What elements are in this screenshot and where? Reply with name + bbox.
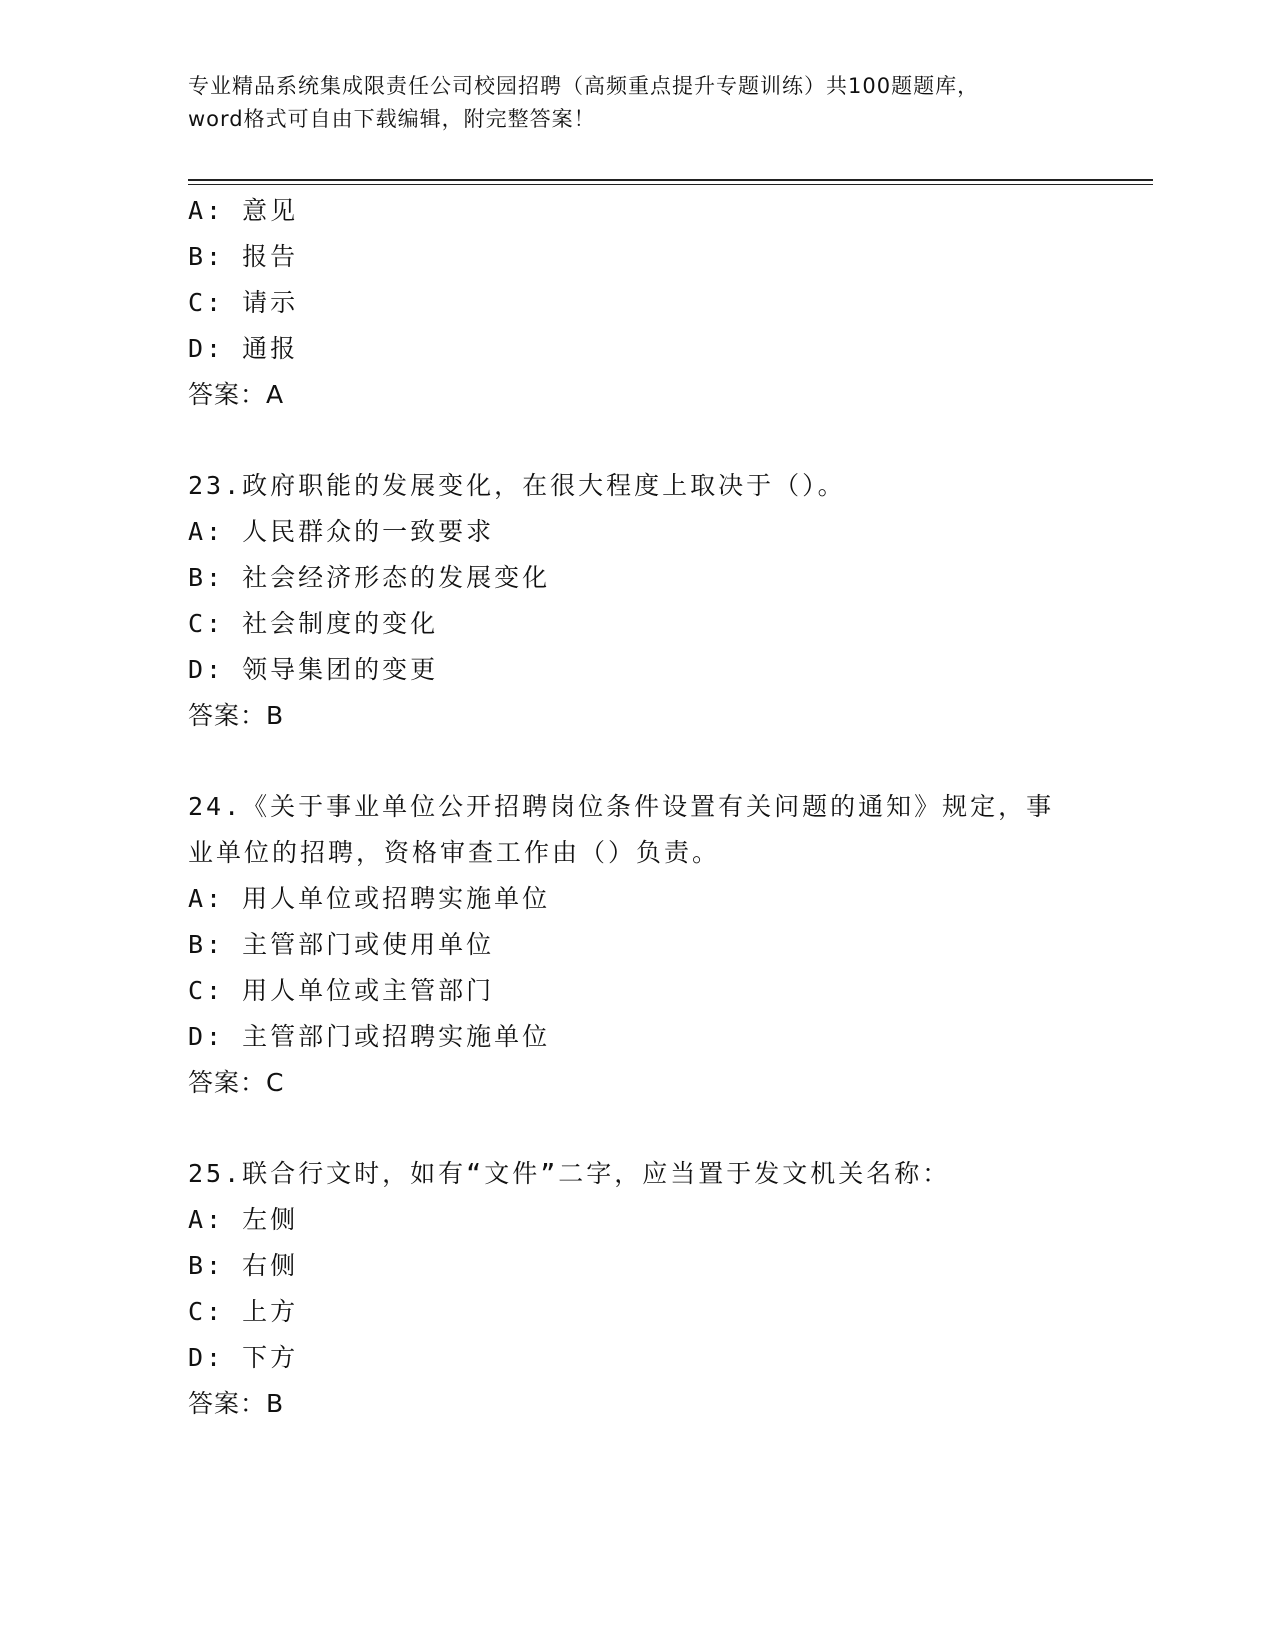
question-block-23 [188, 463, 1108, 739]
question-stem: 25.联合行文时，如有“文件”二字，应当置于发文机关名称： [188, 1159, 951, 1188]
spacer [188, 418, 1108, 463]
answer: 答案：B [188, 1389, 285, 1418]
option-b: B: 主管部门或使用单位 [188, 930, 495, 959]
spacer [188, 1106, 1108, 1151]
option-b: B: 报告 [188, 242, 299, 271]
option-d: D: 领导集团的变更 [188, 655, 439, 684]
question-stem: 23.政府职能的发展变化，在很大程度上取决于（）。 [188, 471, 846, 500]
question-stem-line-1: 24.《关于事业单位公开招聘岗位条件设置有关问题的通知》规定，事 [188, 792, 1055, 821]
option-a: A: 意见 [188, 196, 299, 225]
question-block-24 [188, 784, 1108, 1106]
question-block-22 [188, 188, 1108, 418]
option-a: A: 人民群众的一致要求 [188, 517, 495, 546]
spacer [188, 739, 1108, 784]
option-d: D: 下方 [188, 1343, 299, 1372]
option-a: A: 用人单位或招聘实施单位 [188, 884, 551, 913]
answer: 答案：A [188, 380, 285, 409]
header-title: 专业精品系统集成限责任公司校园招聘（高频重点提升专题训练）共100题题库，word格式可自由下载编辑，附完整答案！ [188, 74, 980, 131]
document-header [188, 70, 1028, 136]
option-b: B: 右侧 [188, 1251, 299, 1280]
header-divider [188, 179, 1153, 185]
option-c: C: 请示 [188, 288, 299, 317]
option-d: D: 主管部门或招聘实施单位 [188, 1022, 551, 1051]
option-a: A: 左侧 [188, 1205, 299, 1234]
option-d: D: 通报 [188, 334, 299, 363]
answer: 答案：B [188, 701, 285, 730]
option-b: B: 社会经济形态的发展变化 [188, 563, 551, 592]
option-c: C: 上方 [188, 1297, 299, 1326]
question-block-25 [188, 1151, 1108, 1427]
document-body [188, 188, 1108, 1427]
answer: 答案：C [188, 1068, 285, 1097]
option-c: C: 社会制度的变化 [188, 609, 439, 638]
option-c: C: 用人单位或主管部门 [188, 976, 495, 1005]
question-stem-line-2: 业单位的招聘，资格审查工作由（）负责。 [188, 838, 721, 867]
